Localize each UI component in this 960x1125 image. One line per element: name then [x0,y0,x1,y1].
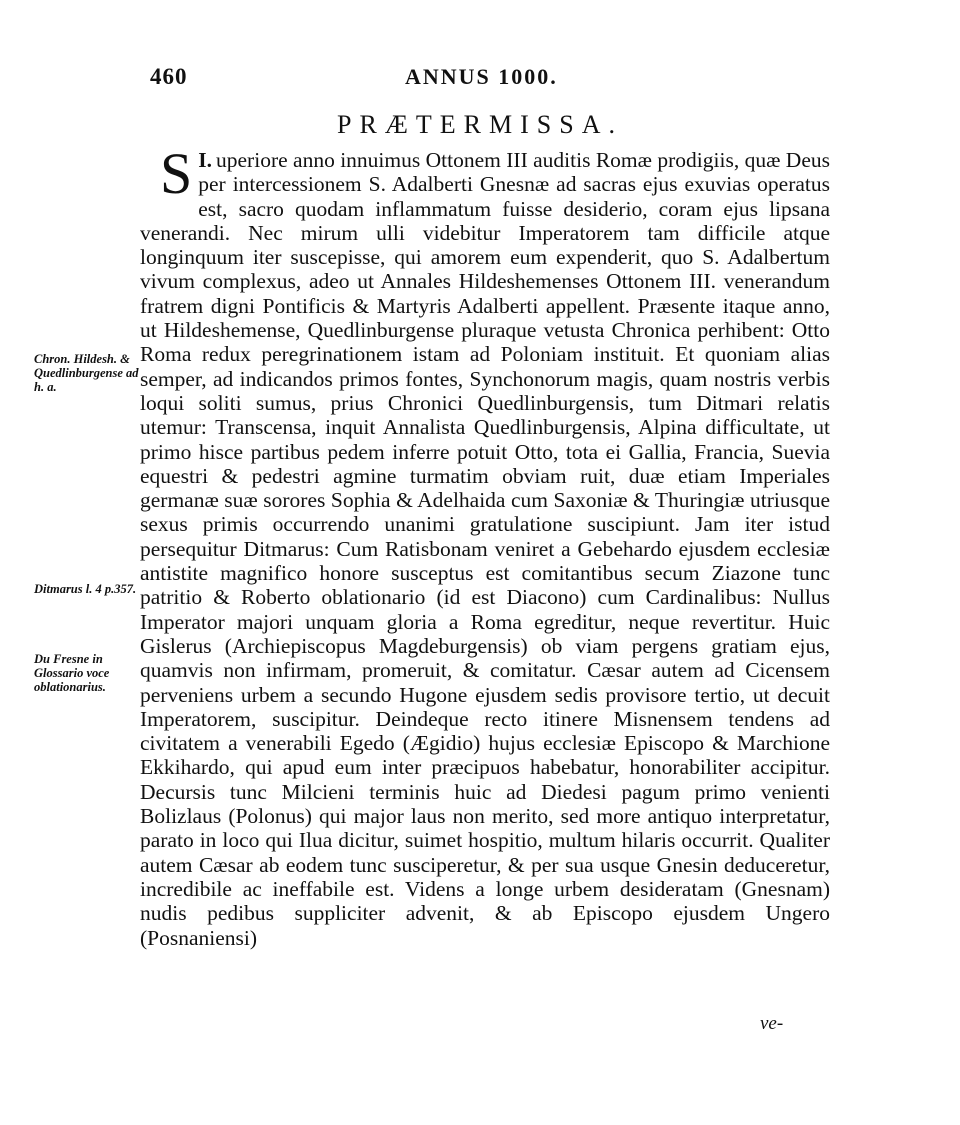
page-number: 460 [150,64,188,89]
margin-note-ditmarus: Ditmarus l. 4 p.357. [34,582,137,596]
page-header [0,64,960,94]
margin-note-chronicon: Chron. Hildesh. & Quedlinburgense ad h. a. [34,352,139,394]
running-head: ANNUS 1000. [405,64,558,89]
paragraph [140,141,830,950]
paragraph-number: I. [198,148,213,172]
section-title: PRÆTERMISSA. [337,110,623,139]
margin-note-du-fresne: Du Fresne in Glossario voce oblationarius. [34,652,110,694]
body-text [140,141,830,950]
drop-cap: S [160,141,193,206]
catchword: ve- [760,1013,784,1034]
paragraph-text: uperiore anno innuimus Ottonem III auditis Romæ prodigiis, quæ Deus per intercessionem S. Adalberti Gnesnæ ad sacras ejus exuvias operatus est, sacro quodam inflammatum fuisse desiderio, coram ejus lipsana venerandi. Nec mirum ulli videbitur Imperatorem tam difficile atque longinquum iter suscepisse, qui amorem eum expenderit, quo S. Adalbertum vivum complexus, adeo ut Annales Hildeshemenses Ottonem III. venerandum fratrem digni Pontificis & Martyris Adalberti appellent. Præsente itaque anno, ut Hildeshemense, Quedlinburgense pluraque vetusta Chronica perhibent: Otto Roma redux peregrinationem istam ad Poloniam instituit. Et quoniam alias semper, ad indicandos primos fontes, Synchonorum magis, quam nostris verbis loqui soliti sumus, prius Chronici Quedlinburgensis, tum Ditmari relatis utemur: Transcensa, inquit Annalista Quedlinburgensis, Alpina difficultate, ut primo hisce partibus pedem inferre potuit Otto, tota ei Gallia, Francia, Suevia equestri & pedestri agmine turmatim obviam ruit, duæ etiam Imperiales germanæ suæ sorores Sophia & Adelhaida cum Saxoniæ & Thuringiæ utriusque sexus primis occurrendo unanimi gratulatione suscipiunt. Jam iter istud persequitur Ditmarus: Cum Ratisbonam veniret a Gebehardo ejusdem ecclesiæ antistite magnifico honore susceptus est comitantibus secum Ziazone tunc patritio & Roberto oblationario (id est Diacono) cum Cardinalibus: Nullus Imperator majori unquam gloria a Roma egreditur, neque revertitur. Huic Gislerus (Archiepiscopus Magdeburgensis) ob viam pergens gratiam ejus, quamvis non infirmam, promeruit, & comitatur. Cæsar autem ad Cicensem perveniens urbem a secundo Hugone ejusdem sedis provisore tertio, ut decuit Imperatorem, suscipitur. Deindeque recto itinere Misnensem tendens ad civitatem a venerabili Egedo (Ægidio) hujus ecclesiæ Episcopo & Marchione Ekkihardo, qui apud eum inter præcipuos habebatur, honorabiliter accipitur. Decursis tunc Milcieni terminis huic ad Diedesi pagum primo venienti Bolizlaus (Polonus) qui major laus non merito, sed more antiquo interpretatur, parato in loco qui Ilua dicitur, suimet hospitio, multum hilaris occurrit. Qualiter autem Cæsar ab eodem tunc susciperetur, & per sua usque Gnesin deduceretur, incredibile ac ineffabile est. Videns a longe urbem desideratam (Gnesnam) nudis pedibus suppliciter advenit, & ab Episcopo ejusdem Ungero (Posnaniensi) [140,148,830,950]
